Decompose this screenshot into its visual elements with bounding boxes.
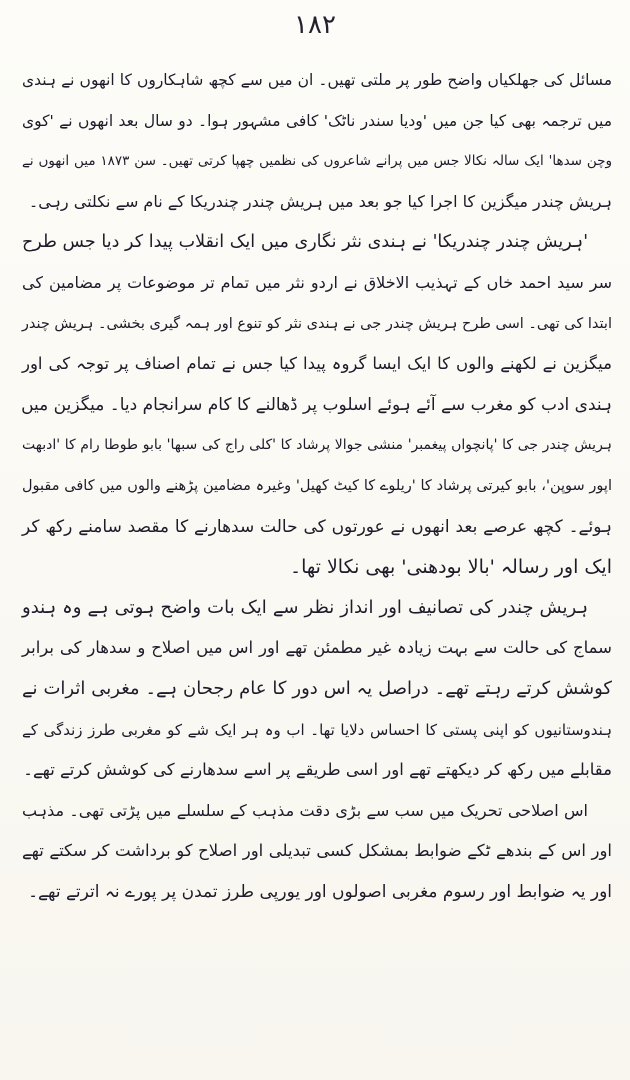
text-line: ہریش چندر میگزین کا اجرا کیا جو بعد میں ہریش چندر چندریکا کے نام سے نکلتی رہی۔ xyxy=(28,191,612,211)
text-line: ہریش چندر جی کا 'پانچواں پیغمبر' منشی جوالا پرشاد کا 'کلی راج کی سبھا' بابو طوطا رام کا 'ادبھت xyxy=(22,437,612,454)
text-line: اور یہ ضوابط اور رسوم مغربی اصولوں اور یورپی طرز تمدن پر پورے نہ اترتے تھے۔ xyxy=(28,881,612,902)
text-line: کوشش کرتے رہتے تھے۔ دراصل یہ اس دور کا عام رجحان ہے۔ مغربی اثرات نے xyxy=(22,677,612,699)
page-number: ۱۸۲ xyxy=(294,10,336,40)
text-line: وچن سدھا' ایک سالہ نکالا جس میں پرانے شاعروں کی نظمیں چھپا کرتی تھیں۔ سن ۱۸۷۳ میں انھوں نے xyxy=(22,153,612,170)
text-line: ہریش چندر کی تصانیف اور انداز نظر سے ایک بات واضح ہوتی ہے وہ ہندو xyxy=(22,596,588,618)
text-line: میگزین نے لکھنے والوں کا ایک ایسا گروہ پیدا کیا جس نے تمام اصناف پر توجہ کی اور xyxy=(22,354,612,374)
text-line: اس اصلاحی تحریک میں سب سے بڑی دقت مذہب کے سلسلے میں پڑتی تھی۔ مذہب xyxy=(22,800,588,820)
text-line: مسائل کی جھلکیاں واضح طور پر ملتی تھیں۔ ان میں سے کچھ شاہکاروں کا انھوں نے ہندی xyxy=(22,71,612,89)
text-line: ابتدا کی تھی۔ اسی طرح ہریش چندر جی نے ہندی نثر کو تنوع اور ہمہ گیری بخشی۔ ہریش چندر xyxy=(21,315,612,332)
text-line: ہندوستانیوں کو اپنی پستی کا احساس دلایا تھا۔ اب وہ ہر ایک شے کو مغربی طرز زندگی کے xyxy=(22,720,612,739)
text-line: ایک اور رسالہ 'بالا بودھنی' بھی نکالا تھا۔ xyxy=(289,556,612,579)
text-line: سماج کی حالت سے بہت زیادہ غیر مطمئن تھے اور اس میں اصلاح و سدھار کی برابر xyxy=(22,638,612,658)
text-line: 'ہریش چندر چندریکا' نے ہندی نثر نگاری میں ایک انقلاب پیدا کر دیا جس طرح xyxy=(22,232,588,253)
body-text xyxy=(22,60,612,912)
text-line: سر سید احمد خاں کے تہذیب الاخلاق نے اردو نثر میں تمام تر موضوعات پر مضامین کی xyxy=(22,272,612,292)
text-line: اور اس کے بندھے ٹکے ضوابط بمشکل کسی تبدیلی اور اصلاح کو برداشت کر سکتے تھے xyxy=(22,841,612,861)
text-line: میں ترجمہ بھی کیا جن میں 'ودیا سندر ناٹک' کافی مشہور ہوا۔ دو سال بعد انھوں نے 'کوی xyxy=(22,111,612,130)
text-line: مقابلے میں رکھ کر دیکھتے تھے اور اسی طریقے پر اسے سدھارنے کی کوشش کرتے تھے۔ xyxy=(23,760,612,780)
text-line: ہوئے۔ کچھ عرصے بعد انھوں نے عورتوں کی حالت سدھارنے کا مقصد سامنے رکھ کر xyxy=(22,516,612,537)
text-line: اپور سوپن'، بابو کیرتی پرشاد کا 'ریلوے کا کیٹ کھیل' وغیرہ مضامین پڑھنے والوں میں کافی مقبول xyxy=(22,477,612,494)
text-line: ہندی ادب کو مغرب سے آئے ہوئے اسلوب پر ڈھالنے کا کام سرانجام دیا۔ میگزین میں xyxy=(21,394,612,415)
